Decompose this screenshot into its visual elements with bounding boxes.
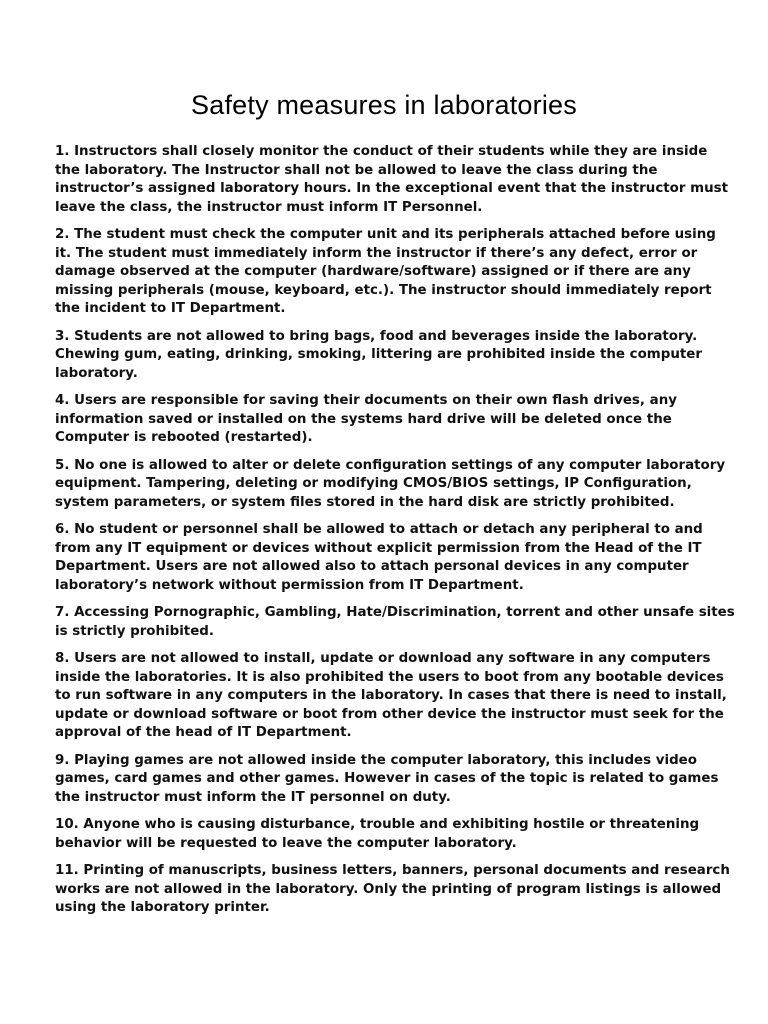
rule-item: 8. Users are not allowed to install, update or download any software in any computers inside the laboratories. It is also prohibited the users to boot from any bootable devices to run software in any computers in the laboratory. In cases that there is need to install, update or download software or boot from other device the instructor must seek for the approval of the head of IT Department. bbox=[55, 651, 727, 740]
rule-item: 6. No student or personnel shall be allowed to attach or detach any peripheral to and from any IT equipment or devices without explicit permission from the Head of the IT Department. Users are not allowed also to attach personal devices in any computer laboratory’s network without permission from IT Department. bbox=[55, 522, 703, 593]
rule-item: 1. Instructors shall closely monitor the conduct of their students while they are inside the laboratory. The Instructor shall not be allowed to leave the class during the instructor’s assigned laboratory hours. In the exceptional event that the instructor must leave the class, the instructor must inform IT Personnel. bbox=[55, 144, 728, 215]
rule-item: 9. Playing games are not allowed inside the computer laboratory, this includes video games, card games and other games. However in cases of the topic is related to games the instructor must inform the IT personnel on duty. bbox=[55, 752, 719, 805]
rule-item: 7. Accessing Pornographic, Gambling, Hate/Discrimination, torrent and other unsafe sites is strictly prohibited. bbox=[55, 605, 735, 639]
rule-item: 11. Printing of manuscripts, business letters, banners, personal documents and research works are not allowed in the laboratory. Only the printing of program listings is allowed using the laboratory printer. bbox=[55, 863, 730, 915]
rule-item: 4. Users are responsible for saving their documents on their own flash drives, any information saved or installed on the systems hard drive will be deleted once the Computer is rebooted (restarted). bbox=[55, 393, 677, 445]
rule-item: 10. Anyone who is causing disturbance, trouble and exhibiting hostile or threatening behavior will be requested to leave the computer laboratory. bbox=[55, 817, 700, 851]
rule-item: 5. No one is allowed to alter or delete configuration settings of any computer laboratory equipment. Tampering, deleting or modifying CMOS/BIOS settings, IP Configuration, system parameters, or system files stored in the hard disk are strictly prohibited. bbox=[55, 457, 726, 510]
rule-item: 3. Students are not allowed to bring bags, food and beverages inside the laboratory. Chewing gum, eating, drinking, smoking, littering are prohibited inside the computer laboratory. bbox=[55, 328, 702, 381]
document-title: Safety measures in laboratories bbox=[191, 90, 577, 120]
rules-list bbox=[55, 143, 735, 927]
rule-item: 2. The student must check the computer unit and its peripherals attached before using it. The student must immediately inform the instructor if there’s any defect, error or damage observed at the computer (hardware/software) assigned or if there are any missing peripherals (mouse, keyboard, etc.). The instructor should immediately report the incident to IT Department. bbox=[55, 227, 716, 316]
